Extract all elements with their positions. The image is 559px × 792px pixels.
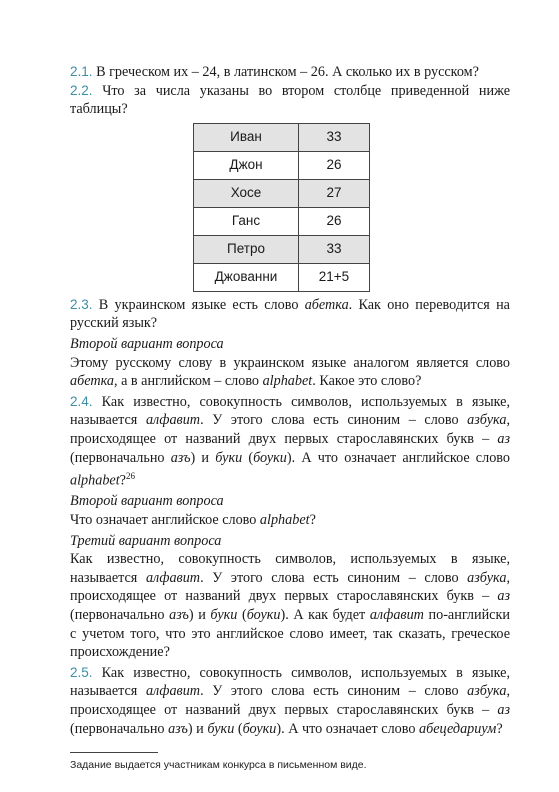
table-cell-value: 33 bbox=[299, 235, 370, 263]
question-number: 2.1. bbox=[70, 64, 93, 79]
question-2-1 bbox=[70, 63, 510, 82]
table-cell-name: Джованни bbox=[194, 263, 299, 291]
italic-word: азъ bbox=[168, 720, 188, 737]
italic-word: аз bbox=[497, 430, 510, 447]
italic-word: боуки bbox=[242, 720, 277, 737]
italic-word: алфавит bbox=[145, 412, 201, 429]
italic-word: алфавит bbox=[145, 683, 201, 700]
question-2-5 bbox=[70, 664, 510, 738]
italic-word: алфавит bbox=[145, 569, 201, 586]
footnote-text: Задание выдается участникам конкурса в письменном виде. bbox=[70, 759, 367, 771]
text-run: ) и bbox=[188, 607, 211, 624]
text-run: ( bbox=[234, 720, 243, 737]
italic-word: alphabet bbox=[262, 373, 313, 390]
text-run: Как известно, совокупность символов, используемых в языке, называется bbox=[70, 664, 510, 700]
text-run: ? bbox=[119, 472, 126, 489]
italic-word: абецедариум bbox=[418, 720, 497, 737]
variant-label: Второй вариант вопроса bbox=[70, 335, 224, 352]
italic-word: азбука bbox=[467, 683, 507, 700]
italic-word: буки bbox=[215, 449, 243, 466]
text-run: ( bbox=[237, 607, 247, 624]
italic-word: азъ bbox=[169, 607, 189, 624]
table-cell-value: 26 bbox=[299, 151, 370, 179]
text-run: . У этого слова есть синоним – слово bbox=[200, 412, 468, 429]
page-body bbox=[70, 63, 510, 738]
italic-word: боуки bbox=[253, 449, 287, 466]
text-run: ). А как будет bbox=[280, 607, 370, 624]
text-run: , происходящее от названий двух первых старославянских букв – bbox=[70, 412, 510, 447]
variant-label: Третий вариант вопроса bbox=[70, 532, 222, 549]
table-row bbox=[194, 151, 370, 179]
names-table bbox=[193, 123, 370, 292]
text-run: В украинском языке есть слово bbox=[92, 296, 305, 313]
question-2-2 bbox=[70, 82, 510, 119]
question-2-4 bbox=[70, 393, 510, 491]
table-cell-name: Хосе bbox=[194, 179, 299, 207]
text-run: Этому русскому слову в украинском языке аналогом является слово bbox=[70, 354, 510, 371]
text-run: . У этого слова есть синоним – слово bbox=[200, 569, 468, 586]
text-run: по-английски с учетом того, что это английское слово имеет, так сказать, греческое происхождение? bbox=[70, 607, 510, 661]
text-run: . Как оно переводится на русский язык? bbox=[70, 296, 510, 332]
text-run: ( bbox=[242, 449, 254, 466]
text-run: . Какое это слово? bbox=[312, 373, 422, 390]
italic-word: абетка bbox=[70, 373, 114, 390]
text-run: , происходящее от названий двух первых старославянских букв – bbox=[70, 569, 510, 605]
text-run: . У этого слова есть синоним – слово bbox=[200, 683, 468, 700]
table-row bbox=[194, 123, 370, 151]
text-run: ). А что означает английское слово bbox=[286, 449, 510, 466]
text-run: , происходящее от названий двух первых старославянских букв – bbox=[70, 683, 510, 718]
table-cell-value: 27 bbox=[299, 179, 370, 207]
italic-word: абетка bbox=[304, 296, 349, 313]
table-cell-name: Ганс bbox=[194, 207, 299, 235]
question-number: 2.5. bbox=[70, 664, 93, 680]
variant-3-question-2-4 bbox=[70, 550, 510, 662]
text-run: ) и bbox=[187, 720, 208, 737]
text-run: (первоначально bbox=[70, 607, 170, 624]
table-cell-value: 33 bbox=[299, 123, 370, 151]
italic-word: азбука bbox=[467, 569, 507, 586]
text-run: ? bbox=[309, 512, 316, 529]
table-cell-value: 21+5 bbox=[299, 263, 370, 291]
footnote-marker: 26 bbox=[125, 471, 135, 482]
table-cell-name: Иван bbox=[194, 123, 299, 151]
italic-word: алфавит bbox=[369, 607, 424, 624]
italic-word: азъ bbox=[170, 449, 191, 466]
variant-2-question-2-4 bbox=[70, 511, 510, 530]
italic-word: alphabet bbox=[259, 512, 310, 529]
table-row bbox=[194, 179, 370, 207]
question-number: 2.4. bbox=[70, 393, 93, 409]
italic-word: буки bbox=[210, 607, 238, 624]
table-cell-name: Джон bbox=[194, 151, 299, 179]
text-run: Как известно, совокупность символов, используемых в языке, называется bbox=[70, 393, 510, 429]
text-run: ). А что означает слово bbox=[276, 720, 419, 737]
question-number: 2.3. bbox=[70, 296, 93, 312]
question-text: В греческом их – 24, в латинском – 26. А сколько их в русском? bbox=[96, 64, 479, 80]
text-run: (первоначально bbox=[70, 449, 171, 466]
variant-2-question-2-3 bbox=[70, 354, 510, 391]
text-run: Что означает английское слово bbox=[70, 512, 260, 529]
italic-word: аз bbox=[497, 701, 510, 718]
text-run: , а в английском – слово bbox=[113, 373, 263, 390]
variant-label: Второй вариант вопроса bbox=[70, 493, 224, 510]
text-run: ? bbox=[496, 720, 503, 737]
table-cell-value: 26 bbox=[299, 207, 370, 235]
table-row bbox=[194, 207, 370, 235]
table-row bbox=[194, 263, 370, 291]
table-cell-name: Петро bbox=[194, 235, 299, 263]
footnote-divider bbox=[70, 752, 158, 753]
italic-word: азбука bbox=[467, 412, 507, 429]
italic-word: боуки bbox=[246, 607, 281, 624]
text-run: Как известно, совокупность символов, используемых в языке, называется bbox=[70, 551, 510, 586]
italic-word: буки bbox=[207, 720, 235, 737]
question-number: 2.2. bbox=[70, 82, 93, 98]
italic-word: alphabet bbox=[70, 472, 120, 489]
italic-word: аз bbox=[497, 588, 510, 605]
text-run: ) и bbox=[190, 449, 216, 466]
text-run: (первоначально bbox=[70, 720, 169, 737]
question-text: Что за числа указаны во втором столбце приведенной ниже таблицы? bbox=[70, 82, 511, 118]
table-row bbox=[194, 235, 370, 263]
question-2-3 bbox=[70, 296, 510, 333]
